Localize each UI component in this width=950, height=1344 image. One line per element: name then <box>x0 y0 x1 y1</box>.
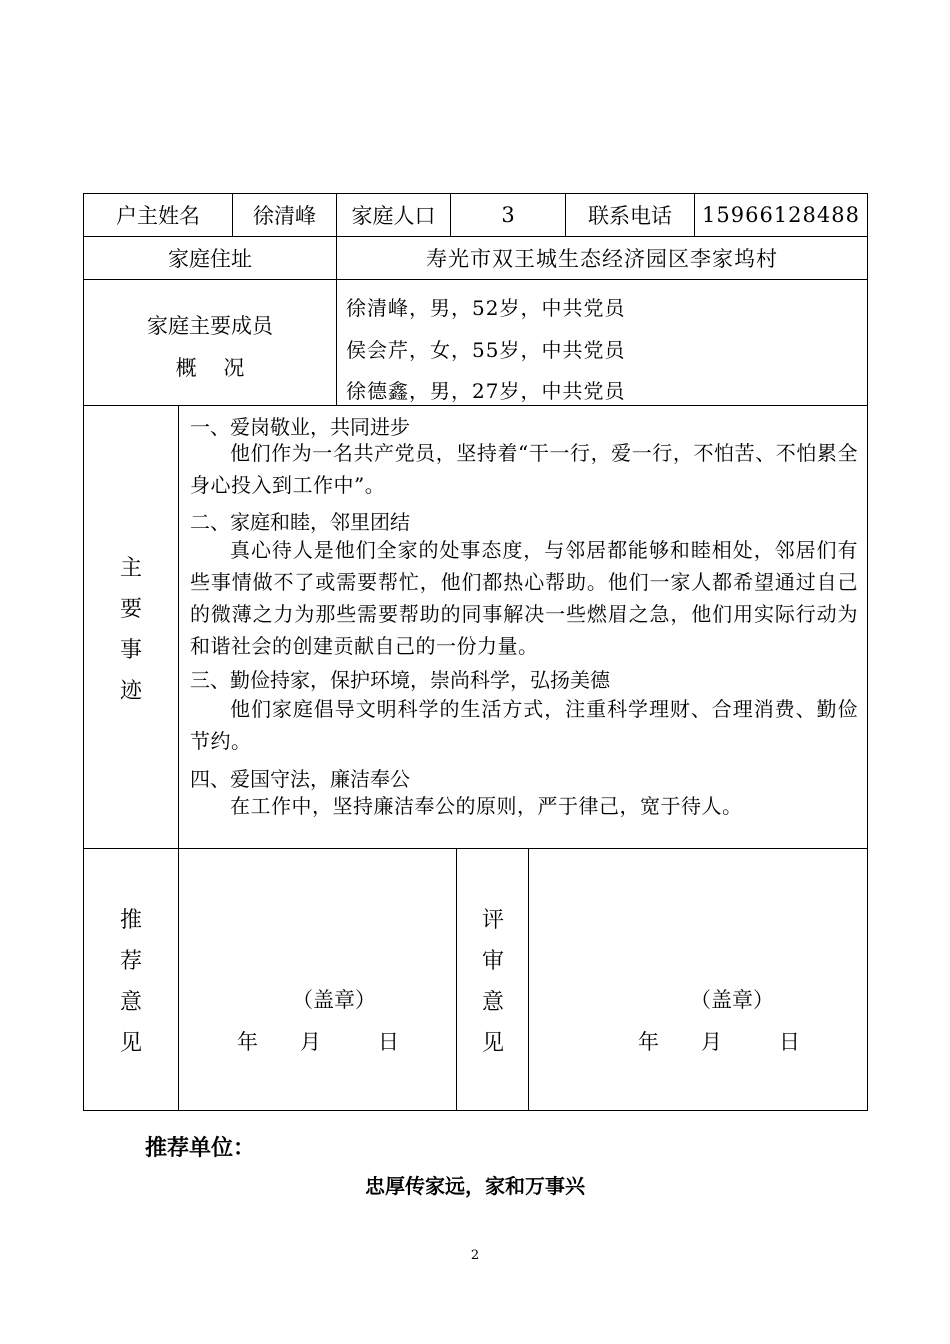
deed-heading: 二、家庭和睦，邻里团结 <box>190 510 410 534</box>
table-border <box>867 193 868 1111</box>
page-number: 2 <box>470 1248 480 1263</box>
table-border <box>83 848 868 849</box>
motto: 忠厚传家远，家和万事兴 <box>365 1174 585 1198</box>
address-value: 寿光市双王城生态经济园区李家坞村 <box>426 247 778 271</box>
recommend-opinion-label: 推 荐 意 见 <box>119 908 142 1056</box>
review-opinion-label: 评 审 意 见 <box>481 908 504 1056</box>
review-seal: （盖章） <box>690 988 774 1012</box>
deed-paragraph: 真心待人是他们全家的处事态度，与邻居都能够和睦相处，邻居们有些事情做不了或需要帮忙，他们都热心帮助。他们一家人都希望通过自己的微薄之力为那些需要帮助的同事解决一些燃眉之急，他们用实际行动为和谐社会的创建贡献自己的一份力量。 <box>190 538 858 658</box>
population-label: 家庭人口 <box>351 204 436 228</box>
deeds-label: 主 要 事 迹 <box>119 556 142 704</box>
deed-paragraph: 在工作中，坚持廉洁奉公的原则，严于律己，宽于待人。 <box>230 794 743 818</box>
member-item: 徐清峰，男，52岁，中共党员 <box>346 296 626 320</box>
address-label: 家庭住址 <box>168 247 252 271</box>
member-item: 徐德鑫，男，27岁，中共党员 <box>346 379 626 403</box>
recommend-seal: （盖章） <box>292 988 376 1012</box>
table-border <box>528 848 529 1110</box>
phone-value: 15966128488 <box>702 203 860 227</box>
member-item: 侯会芹，女，55岁，中共党员 <box>346 338 626 362</box>
recommending-unit-label: 推荐单位： <box>145 1136 256 1161</box>
head-name-label: 户主姓名 <box>116 204 200 228</box>
table-border <box>83 279 868 280</box>
head-name-value: 徐清峰 <box>253 204 316 228</box>
deed-paragraph: 他们家庭倡导文明科学的生活方式，注重科学理财、合理消费、勤俭节约。 <box>190 697 858 753</box>
table-border <box>83 405 868 406</box>
deed-paragraph: 他们作为一名共产党员，坚持着“干一行，爱一行，不怕苦、不怕累全身心投入到工作中”。 <box>190 441 858 497</box>
members-label: 家庭主要成员 <box>147 314 273 338</box>
deed-heading: 四、爱国守法，廉洁奉公 <box>190 767 410 791</box>
deed-heading: 三、勤俭持家，保护环境，崇尚科学，弘扬美德 <box>190 668 610 692</box>
deed-heading: 一、爱岗敬业，共同进步 <box>190 415 410 439</box>
members-label-overview: 概 况 <box>175 356 245 380</box>
phone-label: 联系电话 <box>588 204 672 228</box>
table-border <box>83 1110 868 1111</box>
table-border <box>178 405 179 1110</box>
table-border <box>456 848 457 1110</box>
population-value: 3 <box>501 203 515 227</box>
